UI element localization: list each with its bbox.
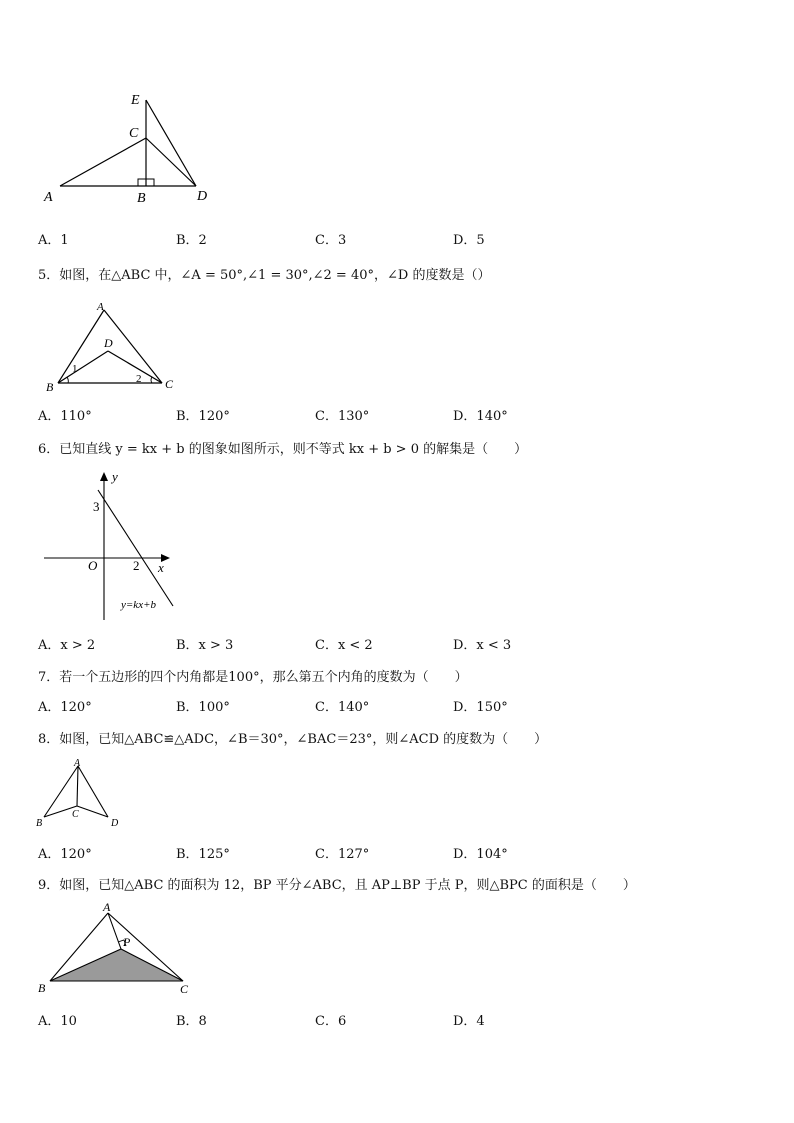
q8-option-d[interactable]: D．104°	[453, 847, 508, 862]
q5-option-b[interactable]: B．120°	[176, 409, 230, 424]
q7-stem: 7．若一个五边形的四个内角都是100°，那么第五个内角的度数为（ ）	[38, 670, 468, 685]
q5-figure	[40, 296, 190, 396]
q6-figure	[40, 466, 185, 626]
q6-label-x: x	[158, 560, 164, 575]
q5-label-a: A	[97, 301, 104, 313]
q4-option-c[interactable]: C．3	[315, 233, 347, 248]
q5-option-c[interactable]: C．130°	[315, 409, 370, 424]
q5-label-d: D	[104, 336, 113, 350]
q8-option-c[interactable]: C．127°	[315, 847, 370, 862]
q8-label-c: C	[72, 809, 79, 820]
q6-line-label: y=kx+b	[121, 599, 156, 611]
q9-option-d[interactable]: D．4	[453, 1014, 485, 1029]
q5-label-b: B	[46, 380, 54, 394]
q8-segment-ad	[78, 766, 108, 817]
q5-segment-bd	[58, 351, 108, 383]
q4-label-d: D	[197, 189, 208, 204]
q4-segment-ac	[60, 138, 146, 186]
q9-option-a[interactable]: A．10	[38, 1014, 77, 1029]
q6-option-d[interactable]: D．x < 3	[453, 638, 512, 653]
q6-line	[98, 490, 173, 606]
q8-label-a: A	[74, 758, 81, 769]
q4-segment-ed	[146, 100, 196, 186]
q8-option-b[interactable]: B．125°	[176, 847, 230, 862]
q9-label-p: P	[123, 935, 131, 949]
q4-option-a[interactable]: A．1	[38, 233, 69, 248]
q7-option-b[interactable]: B．100°	[176, 700, 230, 715]
q8-segment-cd	[77, 806, 108, 817]
q8-label-b: B	[36, 818, 43, 829]
q6-option-b[interactable]: B．x > 3	[176, 638, 234, 653]
q4-option-d[interactable]: D．5	[453, 233, 485, 248]
q9-label-b: B	[38, 981, 46, 995]
q5-label-angle1: 1	[72, 363, 78, 375]
q6-y-axis-arrow	[100, 472, 108, 481]
q6-label-y: y	[112, 469, 118, 484]
q9-label-c: C	[180, 982, 189, 996]
q8-figure	[34, 756, 124, 832]
q7-option-a[interactable]: A．120°	[38, 700, 92, 715]
q5-angle2-arc	[151, 377, 152, 383]
q5-option-d[interactable]: D．140°	[453, 409, 508, 424]
q8-stem: 8．如图，已知△ABC≌△ADC，∠B＝30°，∠BAC＝23°，则∠ACD 的度数为（ ）	[38, 732, 548, 747]
q5-segment-dc	[108, 351, 162, 383]
q5-angle1-arc	[67, 377, 68, 383]
q4-figure	[40, 88, 230, 210]
q4-label-b: B	[137, 191, 146, 206]
q5-option-a[interactable]: A．110°	[38, 409, 92, 424]
q7-option-c[interactable]: C．140°	[315, 700, 370, 715]
q6-label-2: 2	[133, 558, 140, 573]
q9-option-b[interactable]: B．8	[176, 1014, 207, 1029]
q4-label-e: E	[131, 93, 140, 108]
q7-option-d[interactable]: D．150°	[453, 700, 508, 715]
q6-option-c[interactable]: C．x < 2	[315, 638, 373, 653]
q8-label-d: D	[111, 818, 119, 829]
q5-segment-ac	[104, 310, 162, 383]
q5-segment-ab	[58, 310, 104, 383]
q9-stem: 9．如图，已知△ABC 的面积为 12，BP 平分∠ABC，且 AP⊥BP 于点 P，则△BPC 的面积是（ ）	[38, 878, 636, 893]
q8-segment-ac	[77, 766, 78, 806]
q9-figure	[34, 896, 196, 998]
q4-label-c: C	[129, 126, 139, 141]
q8-option-a[interactable]: A．120°	[38, 847, 92, 862]
q4-label-a: A	[44, 190, 53, 205]
q5-label-c: C	[165, 377, 174, 391]
q5-stem: 5．如图，在△ABC 中，∠A = 50°,∠1 = 30°,∠2 = 40°，∠D 的度数是（）	[38, 268, 491, 283]
q6-stem: 6．已知直线 y = kx + b 的图象如图所示，则不等式 kx + b > 0 的解集是（ ）	[38, 442, 528, 457]
q6-option-a[interactable]: A．x > 2	[38, 638, 96, 653]
q6-label-o: O	[88, 558, 98, 573]
q6-label-3: 3	[93, 499, 100, 514]
q4-option-b[interactable]: B．2	[176, 233, 207, 248]
q9-option-c[interactable]: C．6	[315, 1014, 347, 1029]
q5-label-angle2: 2	[136, 373, 142, 385]
q9-shaded-triangle-bpc	[50, 949, 183, 981]
q9-label-a: A	[103, 900, 111, 914]
